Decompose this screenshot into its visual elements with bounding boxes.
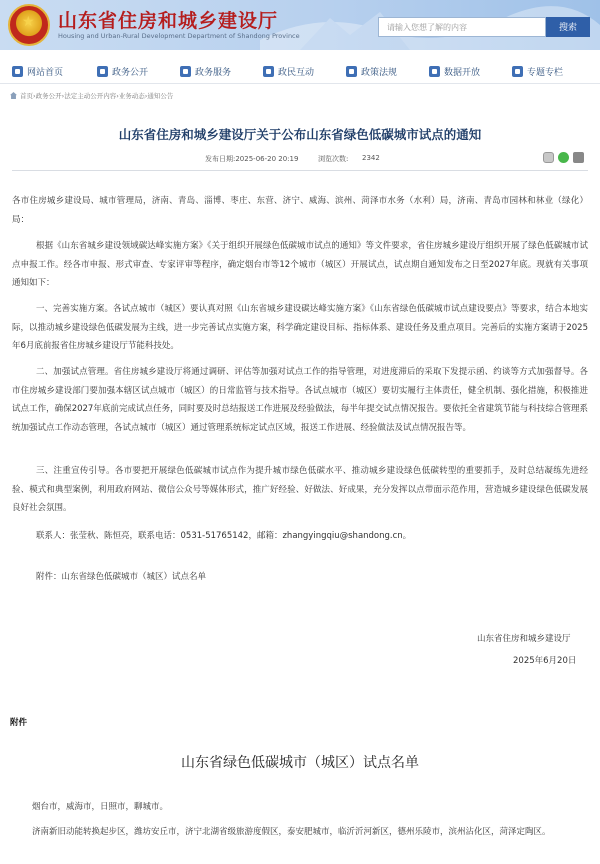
appendix-label: 附件 — [10, 718, 28, 728]
intro-paragraph: 根据《山东省城乡建设领域碳达峰实施方案》《关于组织开展绿色低碳城市试点的通知》等文件要求，省住房城乡建设厅组织开展了绿色低碳城市试点申报工作。经各市申报、形式审查、专家评审等程序，确定烟台市等12个城市（城区）开展试点，试点期自通知发布之日至2027年底。现就有关事项通知如下： — [12, 241, 588, 289]
service-icon — [180, 66, 191, 77]
main-nav — [0, 58, 600, 84]
site-subtitle: Housing and Urban-Rural Development Department of Shandong Province — [58, 32, 300, 40]
breadcrumb[interactable]: 首页›政务公开›法定主动公开内容›业务动态›通知公告 — [10, 91, 173, 100]
article-title: 山东省住房和城乡建设厅关于公布山东省绿色低碳城市试点的通知 — [118, 127, 482, 142]
signature-date: 2025年6月20日 — [513, 656, 577, 666]
data-icon — [429, 66, 440, 77]
site-title[interactable]: 山东省住房和城乡建设厅 — [58, 10, 279, 32]
publish-date: 发布日期:2025-06-20 20:19 — [205, 155, 299, 163]
search-button[interactable]: 搜索 — [546, 17, 590, 37]
item-3-paragraph: 三、注重宣传引导。各市要把开展绿色低碳城市试点作为提升城市绿色低碳水平、推动城乡建设绿色低碳转型的重要抓手，及时总结凝练先进经验、模式和典型案例，利用政府网站、微信公众号等媒体形式，推广好经验、好做法、好成果，充分发挥以点带面示范作用，营造城乡建设绿色低碳发展良好社会氛围。 — [12, 466, 588, 514]
home-icon — [12, 66, 23, 77]
views-label: 浏览次数: — [318, 155, 349, 163]
document-icon — [97, 66, 108, 77]
nav-item-home[interactable]: 网站首页 — [12, 64, 63, 78]
nav-item-open-data[interactable]: 数据开放 — [429, 64, 480, 78]
divider — [12, 170, 588, 171]
appendix-list-item: 烟台市，威海市，日照市，聊城市。 — [32, 802, 169, 812]
nav-item-policies[interactable]: 政策法规 — [346, 64, 397, 78]
views-count: 2342 — [362, 154, 380, 162]
nav-item-topics[interactable]: 专题专栏 — [512, 64, 563, 78]
signature: 山东省住房和城乡建设厅 — [477, 634, 571, 644]
topic-icon — [512, 66, 523, 77]
close-icon[interactable] — [573, 152, 584, 163]
nav-item-gov-affairs[interactable]: 政务公开 — [97, 64, 148, 78]
national-emblem-icon: ★ — [8, 4, 50, 46]
appendix-title: 山东省绿色低碳城市（城区）试点名单 — [181, 755, 419, 771]
law-icon — [346, 66, 357, 77]
home-icon — [10, 92, 17, 99]
appendix-list-item: 济南新旧动能转换起步区，潍坊安丘市，济宁北湖省级旅游度假区，泰安肥城市，临沂沂河新区，德州乐陵市，滨州沾化区，菏泽定陶区。 — [32, 827, 551, 837]
nav-item-interaction[interactable]: 政民互动 — [263, 64, 314, 78]
item-2-paragraph: 二、加强试点管理。省住房城乡建设厅将通过调研、评估等加强对试点工作的指导管理，对进度滞后的采取下发提示函、约谈等方式加强督导。各市住房城乡建设部门要加强本辖区试点城市（城区）的日常监管与技术指导。各试点城市（城区）要切实履行主体责任，健全机制、强化措施，积极推进试点工作，确保2027年底前完成试点任务，同时要及时总结报送工作进展及经验做法，每半年提交试点情况报告。要依托全省建筑节能与科技综合管理系统加强试点工作动态管理，各试点城市（城区）通过管理系统标定试点区域，报送工作进展、经验做法及试点情况报告等。 — [12, 367, 588, 433]
contact-info: 联系人：张莹秋、陈恒亮，联系电话：0531-51765142，邮箱：zhangyingqiu@shandong.cn。 — [36, 531, 412, 541]
print-icon[interactable] — [543, 152, 554, 163]
salutation: 各市住房城乡建设局、城市管理局，济南、青岛、淄博、枣庄、东营、济宁、威海、滨州、菏泽市水务（水利）局，济南、青岛市园林和林业（绿化）局： — [12, 196, 588, 225]
site-header — [0, 0, 600, 50]
wechat-share-icon[interactable] — [558, 152, 569, 163]
attachment-link[interactable]: 附件：山东省绿色低碳城市（城区）试点名单 — [36, 572, 207, 582]
search-input[interactable]: 请输入您想了解的内容 — [378, 17, 546, 37]
item-1-paragraph: 一、完善实施方案。各试点城市（城区）要认真对照《山东省城乡建设碳达峰实施方案》《山东省绿色低碳城市试点建设要点》等要求，结合本地实际，以推动城乡建设绿色低碳发展为主线，进一步完善试点实施方案，科学确定建设目标、指标体系、建设任务及重点项目。完善后的实施方案请于2025年6月底前报省住房城乡建设厅节能科技处。 — [12, 304, 588, 352]
nav-item-services[interactable]: 政务服务 — [180, 64, 231, 78]
chat-icon — [263, 66, 274, 77]
